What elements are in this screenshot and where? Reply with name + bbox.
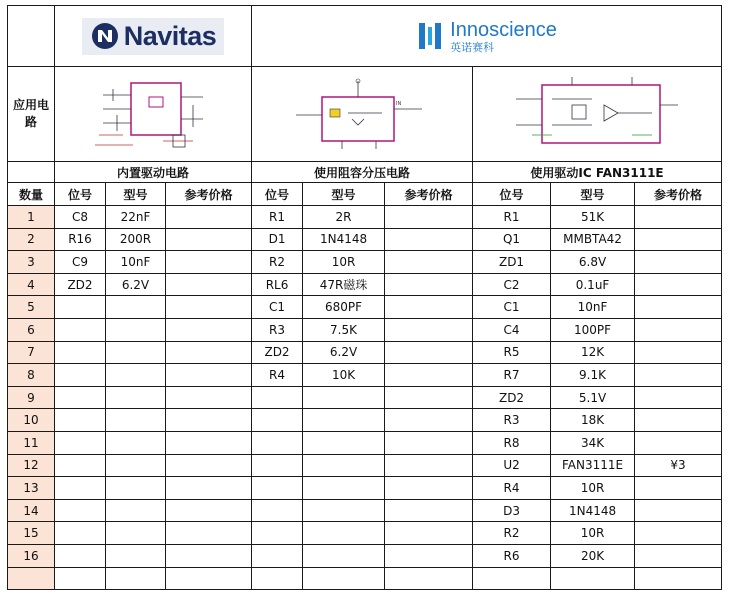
- internal-model-cell: 22nF: [106, 206, 166, 229]
- header-position: 位号: [252, 183, 303, 206]
- rc-position-cell: [252, 386, 303, 409]
- fan3111e-model-cell: 10R: [551, 477, 635, 500]
- fan3111e-position-cell: R7: [473, 364, 551, 387]
- fan3111e-price-cell: [635, 499, 722, 522]
- fan3111e-model-cell: 10nF: [551, 296, 635, 319]
- fan3111e-price-cell: [635, 477, 722, 500]
- rc-price-cell: [385, 206, 473, 229]
- internal-position-cell: [55, 296, 106, 319]
- table-row: [8, 522, 722, 545]
- row-number: 11: [8, 431, 55, 454]
- fan3111e-model-cell: [551, 567, 635, 590]
- table-row: [8, 454, 722, 477]
- table-row: [8, 409, 722, 432]
- header-price: 参考价格: [385, 183, 473, 206]
- fan3111e-position-cell: C1: [473, 296, 551, 319]
- row-number: 12: [8, 454, 55, 477]
- rc-position-cell: [252, 454, 303, 477]
- fan3111e-price-cell: [635, 544, 722, 567]
- fan3111e-price-cell: ¥3: [635, 454, 722, 477]
- fan3111e-model-cell: 51K: [551, 206, 635, 229]
- internal-position-cell: [55, 364, 106, 387]
- internal-model-cell: [106, 477, 166, 500]
- internal-position-cell: [55, 477, 106, 500]
- fan3111e-model-cell: 10R: [551, 522, 635, 545]
- innoscience-logo: [416, 19, 557, 53]
- row-number: 6: [8, 318, 55, 341]
- table-row: [8, 386, 722, 409]
- rc-model-cell: 10K: [303, 364, 385, 387]
- rc-position-cell: [252, 522, 303, 545]
- fan3111e-model-cell: 100PF: [551, 318, 635, 341]
- table-row: [8, 567, 722, 590]
- schematic-internal-driver: [55, 67, 252, 162]
- fan3111e-position-cell: Q1: [473, 228, 551, 251]
- rc-position-cell: R1: [252, 206, 303, 229]
- internal-position-cell: [55, 431, 106, 454]
- internal-model-cell: [106, 431, 166, 454]
- row-number: 1: [8, 206, 55, 229]
- header-model: 型号: [551, 183, 635, 206]
- rc-model-cell: [303, 522, 385, 545]
- header-count: 数量: [8, 183, 55, 206]
- row-number: 7: [8, 341, 55, 364]
- rc-position-cell: [252, 544, 303, 567]
- navitas-logo-cell: [55, 6, 252, 67]
- innoscience-wordmark: Innoscience: [450, 18, 557, 41]
- fan3111e-price-cell: [635, 386, 722, 409]
- fan3111e-model-cell: 20K: [551, 544, 635, 567]
- table-row: [8, 251, 722, 274]
- internal-position-cell: [55, 409, 106, 432]
- application-circuit-label: 应用电路: [8, 67, 55, 162]
- internal-price-cell: [166, 567, 252, 590]
- rc-price-cell: [385, 409, 473, 432]
- corner-cell: [8, 6, 55, 67]
- fan3111e-price-cell: [635, 273, 722, 296]
- navitas-wordmark: Navitas: [123, 20, 217, 51]
- rc-position-cell: ZD2: [252, 341, 303, 364]
- rc-model-cell: [303, 567, 385, 590]
- fan3111e-model-cell: 18K: [551, 409, 635, 432]
- fan3111e-position-cell: C4: [473, 318, 551, 341]
- section-title-internal-driver: 内置驱动电路: [55, 162, 252, 183]
- fan3111e-model-cell: 34K: [551, 431, 635, 454]
- rc-position-cell: [252, 477, 303, 500]
- internal-position-cell: [55, 544, 106, 567]
- svg-text:IN: IN: [396, 101, 402, 107]
- rc-model-cell: [303, 431, 385, 454]
- row-number: 3: [8, 251, 55, 274]
- row-number: [8, 567, 55, 590]
- row-number: 8: [8, 364, 55, 387]
- internal-model-cell: [106, 499, 166, 522]
- fan3111e-position-cell: R2: [473, 522, 551, 545]
- navitas-n-icon: [90, 21, 120, 51]
- internal-price-cell: [166, 477, 252, 500]
- fan3111e-position-cell: ZD2: [473, 386, 551, 409]
- row-number: 9: [8, 386, 55, 409]
- internal-model-cell: 6.2V: [106, 273, 166, 296]
- schematic-rc-divider: [252, 67, 473, 162]
- row-number: 5: [8, 296, 55, 319]
- internal-position-cell: [55, 318, 106, 341]
- internal-price-cell: [166, 206, 252, 229]
- rc-price-cell: [385, 228, 473, 251]
- fan3111e-position-cell: R3: [473, 409, 551, 432]
- innoscience-mark-icon: [416, 19, 444, 53]
- internal-position-cell: [55, 386, 106, 409]
- fan3111e-price-cell: [635, 431, 722, 454]
- rc-position-cell: D1: [252, 228, 303, 251]
- rc-model-cell: 47R磁珠: [303, 273, 385, 296]
- innoscience-chinese-name: 英诺赛科: [450, 40, 495, 54]
- internal-price-cell: [166, 454, 252, 477]
- internal-model-cell: [106, 409, 166, 432]
- internal-position-cell: C9: [55, 251, 106, 274]
- rc-price-cell: [385, 454, 473, 477]
- rc-model-cell: 2R: [303, 206, 385, 229]
- header-price: 参考价格: [166, 183, 252, 206]
- rc-model-cell: 10R: [303, 251, 385, 274]
- rc-position-cell: R3: [252, 318, 303, 341]
- internal-position-cell: C8: [55, 206, 106, 229]
- internal-price-cell: [166, 499, 252, 522]
- internal-price-cell: [166, 296, 252, 319]
- table-row: [8, 477, 722, 500]
- internal-model-cell: [106, 341, 166, 364]
- rc-price-cell: [385, 273, 473, 296]
- internal-price-cell: [166, 228, 252, 251]
- internal-price-cell: [166, 273, 252, 296]
- schematic-rc-divider-image: [292, 75, 432, 153]
- rc-model-cell: 7.5K: [303, 318, 385, 341]
- internal-position-cell: [55, 522, 106, 545]
- fan3111e-model-cell: 5.1V: [551, 386, 635, 409]
- table-row: [8, 544, 722, 567]
- internal-position-cell: ZD2: [55, 273, 106, 296]
- table-row: [8, 206, 722, 229]
- rc-position-cell: C1: [252, 296, 303, 319]
- internal-model-cell: [106, 318, 166, 341]
- row-number: 14: [8, 499, 55, 522]
- header-model: 型号: [303, 183, 385, 206]
- fan3111e-price-cell: [635, 364, 722, 387]
- internal-price-cell: [166, 544, 252, 567]
- fan3111e-price-cell: [635, 567, 722, 590]
- internal-price-cell: [166, 431, 252, 454]
- rc-position-cell: R2: [252, 251, 303, 274]
- fan3111e-position-cell: R1: [473, 206, 551, 229]
- rc-price-cell: [385, 499, 473, 522]
- rc-position-cell: [252, 431, 303, 454]
- fan3111e-position-cell: R5: [473, 341, 551, 364]
- schematic-internal-driver-image: [93, 75, 213, 153]
- rc-model-cell: [303, 544, 385, 567]
- internal-model-cell: 10nF: [106, 251, 166, 274]
- rc-price-cell: [385, 567, 473, 590]
- navitas-logo: [82, 18, 225, 55]
- fan3111e-price-cell: [635, 409, 722, 432]
- internal-price-cell: [166, 364, 252, 387]
- internal-model-cell: [106, 567, 166, 590]
- internal-position-cell: [55, 341, 106, 364]
- internal-position-cell: [55, 454, 106, 477]
- rc-price-cell: [385, 318, 473, 341]
- internal-price-cell: [166, 386, 252, 409]
- section-title-fan3111e: 使用驱动IC FAN3111E: [473, 162, 722, 183]
- internal-model-cell: [106, 544, 166, 567]
- internal-model-cell: 200R: [106, 228, 166, 251]
- bom-body: [8, 206, 722, 590]
- rc-price-cell: [385, 544, 473, 567]
- rc-model-cell: 6.2V: [303, 341, 385, 364]
- bom-table: [7, 5, 722, 590]
- rc-model-cell: 680PF: [303, 296, 385, 319]
- rc-position-cell: [252, 409, 303, 432]
- fan3111e-model-cell: 6.8V: [551, 251, 635, 274]
- fan3111e-position-cell: D3: [473, 499, 551, 522]
- table-row: [8, 431, 722, 454]
- internal-price-cell: [166, 318, 252, 341]
- rc-price-cell: [385, 341, 473, 364]
- fan3111e-position-cell: U2: [473, 454, 551, 477]
- fan3111e-model-cell: 12K: [551, 341, 635, 364]
- row-number: 16: [8, 544, 55, 567]
- innoscience-logo-cell: [252, 6, 722, 67]
- table-row: [8, 499, 722, 522]
- fan3111e-position-cell: C2: [473, 273, 551, 296]
- rc-price-cell: [385, 364, 473, 387]
- rc-model-cell: [303, 477, 385, 500]
- internal-price-cell: [166, 341, 252, 364]
- schematic-fan3111e-image: [512, 75, 682, 153]
- fan3111e-position-cell: R4: [473, 477, 551, 500]
- fan3111e-model-cell: 0.1uF: [551, 273, 635, 296]
- internal-model-cell: [106, 454, 166, 477]
- rc-model-cell: [303, 386, 385, 409]
- internal-price-cell: [166, 251, 252, 274]
- rc-price-cell: [385, 296, 473, 319]
- rc-price-cell: [385, 522, 473, 545]
- fan3111e-model-cell: 1N4148: [551, 499, 635, 522]
- schematic-fan3111e: [473, 67, 722, 162]
- header-model: 型号: [106, 183, 166, 206]
- fan3111e-position-cell: R8: [473, 431, 551, 454]
- row-number: 10: [8, 409, 55, 432]
- fan3111e-price-cell: [635, 228, 722, 251]
- row-number: 4: [8, 273, 55, 296]
- internal-model-cell: [106, 386, 166, 409]
- rc-model-cell: 1N4148: [303, 228, 385, 251]
- table-row: [8, 364, 722, 387]
- internal-position-cell: R16: [55, 228, 106, 251]
- fan3111e-price-cell: [635, 318, 722, 341]
- rc-model-cell: [303, 409, 385, 432]
- fan3111e-price-cell: [635, 251, 722, 274]
- header-position: 位号: [473, 183, 551, 206]
- rc-price-cell: [385, 431, 473, 454]
- internal-price-cell: [166, 409, 252, 432]
- rc-price-cell: [385, 251, 473, 274]
- table-row: [8, 318, 722, 341]
- rc-model-cell: [303, 499, 385, 522]
- fan3111e-price-cell: [635, 206, 722, 229]
- internal-model-cell: [106, 296, 166, 319]
- fan3111e-position-cell: R6: [473, 544, 551, 567]
- fan3111e-price-cell: [635, 296, 722, 319]
- rc-position-cell: [252, 499, 303, 522]
- fan3111e-model-cell: 9.1K: [551, 364, 635, 387]
- rc-position-cell: RL6: [252, 273, 303, 296]
- rc-price-cell: [385, 386, 473, 409]
- internal-model-cell: [106, 364, 166, 387]
- fan3111e-position-cell: ZD1: [473, 251, 551, 274]
- internal-position-cell: [55, 567, 106, 590]
- table-row: [8, 296, 722, 319]
- rc-price-cell: [385, 477, 473, 500]
- rc-model-cell: [303, 454, 385, 477]
- header-price: 参考价格: [635, 183, 722, 206]
- title-corner-cell: [8, 162, 55, 183]
- rc-position-cell: R4: [252, 364, 303, 387]
- internal-model-cell: [106, 522, 166, 545]
- fan3111e-model-cell: MMBTA42: [551, 228, 635, 251]
- row-number: 15: [8, 522, 55, 545]
- header-position: 位号: [55, 183, 106, 206]
- row-number: 2: [8, 228, 55, 251]
- fan3111e-price-cell: [635, 522, 722, 545]
- table-row: [8, 341, 722, 364]
- table-row: [8, 273, 722, 296]
- fan3111e-model-cell: FAN3111E: [551, 454, 635, 477]
- section-title-rc-divider: 使用阻容分压电路: [252, 162, 473, 183]
- fan3111e-price-cell: [635, 341, 722, 364]
- row-number: 13: [8, 477, 55, 500]
- rc-position-cell: [252, 567, 303, 590]
- internal-price-cell: [166, 522, 252, 545]
- internal-position-cell: [55, 499, 106, 522]
- table-row: [8, 228, 722, 251]
- fan3111e-position-cell: [473, 567, 551, 590]
